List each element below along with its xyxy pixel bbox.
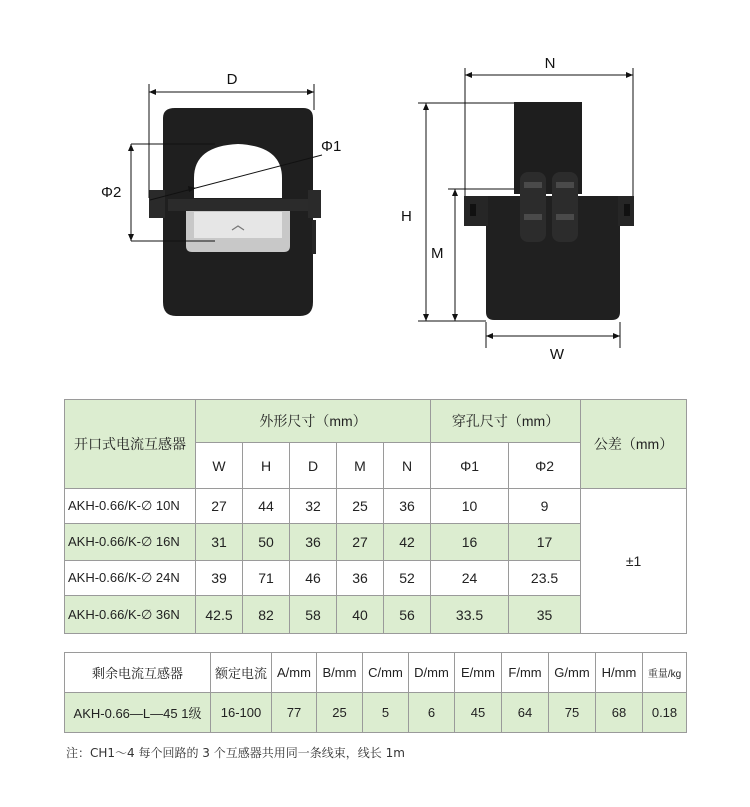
value-cell: 40 [337,596,384,634]
value-cell: 35 [509,596,581,634]
col-header: M [337,443,384,489]
value-cell: 16-100 [211,693,272,733]
col-header: H/mm [596,653,643,693]
col-header: Φ2 [509,443,581,489]
product-drawing [0,0,750,380]
table-row [65,693,687,733]
label-phi1: Φ1 [321,138,342,155]
value-cell: 36 [384,489,431,524]
col-header: 额定电流 [211,653,272,693]
value-cell: 5 [363,693,409,733]
value-cell: 44 [243,489,290,524]
value-cell: 0.18 [643,693,687,733]
label-h: H [401,208,412,225]
value-cell: 64 [502,693,549,733]
model-cell: AKH-0.66/K-∅ 36N [65,596,196,634]
col-header: D/mm [409,653,455,693]
value-cell: 56 [384,596,431,634]
value-cell: 31 [196,524,243,561]
spec-tolerance-header: 公差（mm） [581,400,687,489]
value-cell: 27 [337,524,384,561]
col-header: B/mm [317,653,363,693]
model-cell: AKH-0.66/K-∅ 16N [65,524,196,561]
table-row [65,489,687,524]
value-cell: 46 [290,561,337,596]
col-header: C/mm [363,653,409,693]
label-n: N [544,55,556,72]
col-header: N [384,443,431,489]
value-cell: 36 [337,561,384,596]
value-cell: 82 [243,596,290,634]
label-phi2: Φ2 [101,184,122,201]
value-cell: 58 [290,596,337,634]
value-cell: 25 [337,489,384,524]
label-d: D [226,71,238,88]
value-cell: 42 [384,524,431,561]
value-cell: 25 [317,693,363,733]
spec-group-outer: 外形尺寸（mm） [196,400,431,443]
value-cell: 77 [272,693,317,733]
ct-side-view [401,55,634,363]
ct-front-view [101,71,341,316]
value-cell: 23.5 [509,561,581,596]
value-cell: 17 [509,524,581,561]
spec-table [64,399,687,634]
residual-table [64,652,687,733]
value-cell: 27 [196,489,243,524]
value-cell: 33.5 [431,596,509,634]
label-m: M [431,245,444,262]
footnote: 注：CH1～4 每个回路的 3 个互感器共用同一条线束，线长 1m [66,746,405,760]
spec-group-hole: 穿孔尺寸（mm） [431,400,581,443]
value-cell: 75 [549,693,596,733]
value-cell: 10 [431,489,509,524]
value-cell: 68 [596,693,643,733]
model-cell: AKH-0.66/K-∅ 24N [65,561,196,596]
residual-header-row [65,653,687,693]
col-header: 重量/kg [643,653,687,693]
value-cell: 16 [431,524,509,561]
col-header: F/mm [502,653,549,693]
value-cell: 6 [409,693,455,733]
value-cell: 52 [384,561,431,596]
value-cell: 39 [196,561,243,596]
col-header: A/mm [272,653,317,693]
spec-title: 开口式电流互感器 [65,400,196,489]
value-cell: 50 [243,524,290,561]
col-header: G/mm [549,653,596,693]
tolerance-value: ±1 [581,489,687,634]
col-header: 剩余电流互感器 [65,653,211,693]
label-w: W [549,346,565,363]
col-header: H [243,443,290,489]
col-header: W [196,443,243,489]
value-cell: 9 [509,489,581,524]
model-cell: AKH-0.66—L—45 1级 [65,693,211,733]
value-cell: 32 [290,489,337,524]
value-cell: 24 [431,561,509,596]
col-header: E/mm [455,653,502,693]
value-cell: 36 [290,524,337,561]
col-header: D [290,443,337,489]
value-cell: 71 [243,561,290,596]
col-header: Φ1 [431,443,509,489]
value-cell: 42.5 [196,596,243,634]
value-cell: 45 [455,693,502,733]
model-cell: AKH-0.66/K-∅ 10N [65,489,196,524]
